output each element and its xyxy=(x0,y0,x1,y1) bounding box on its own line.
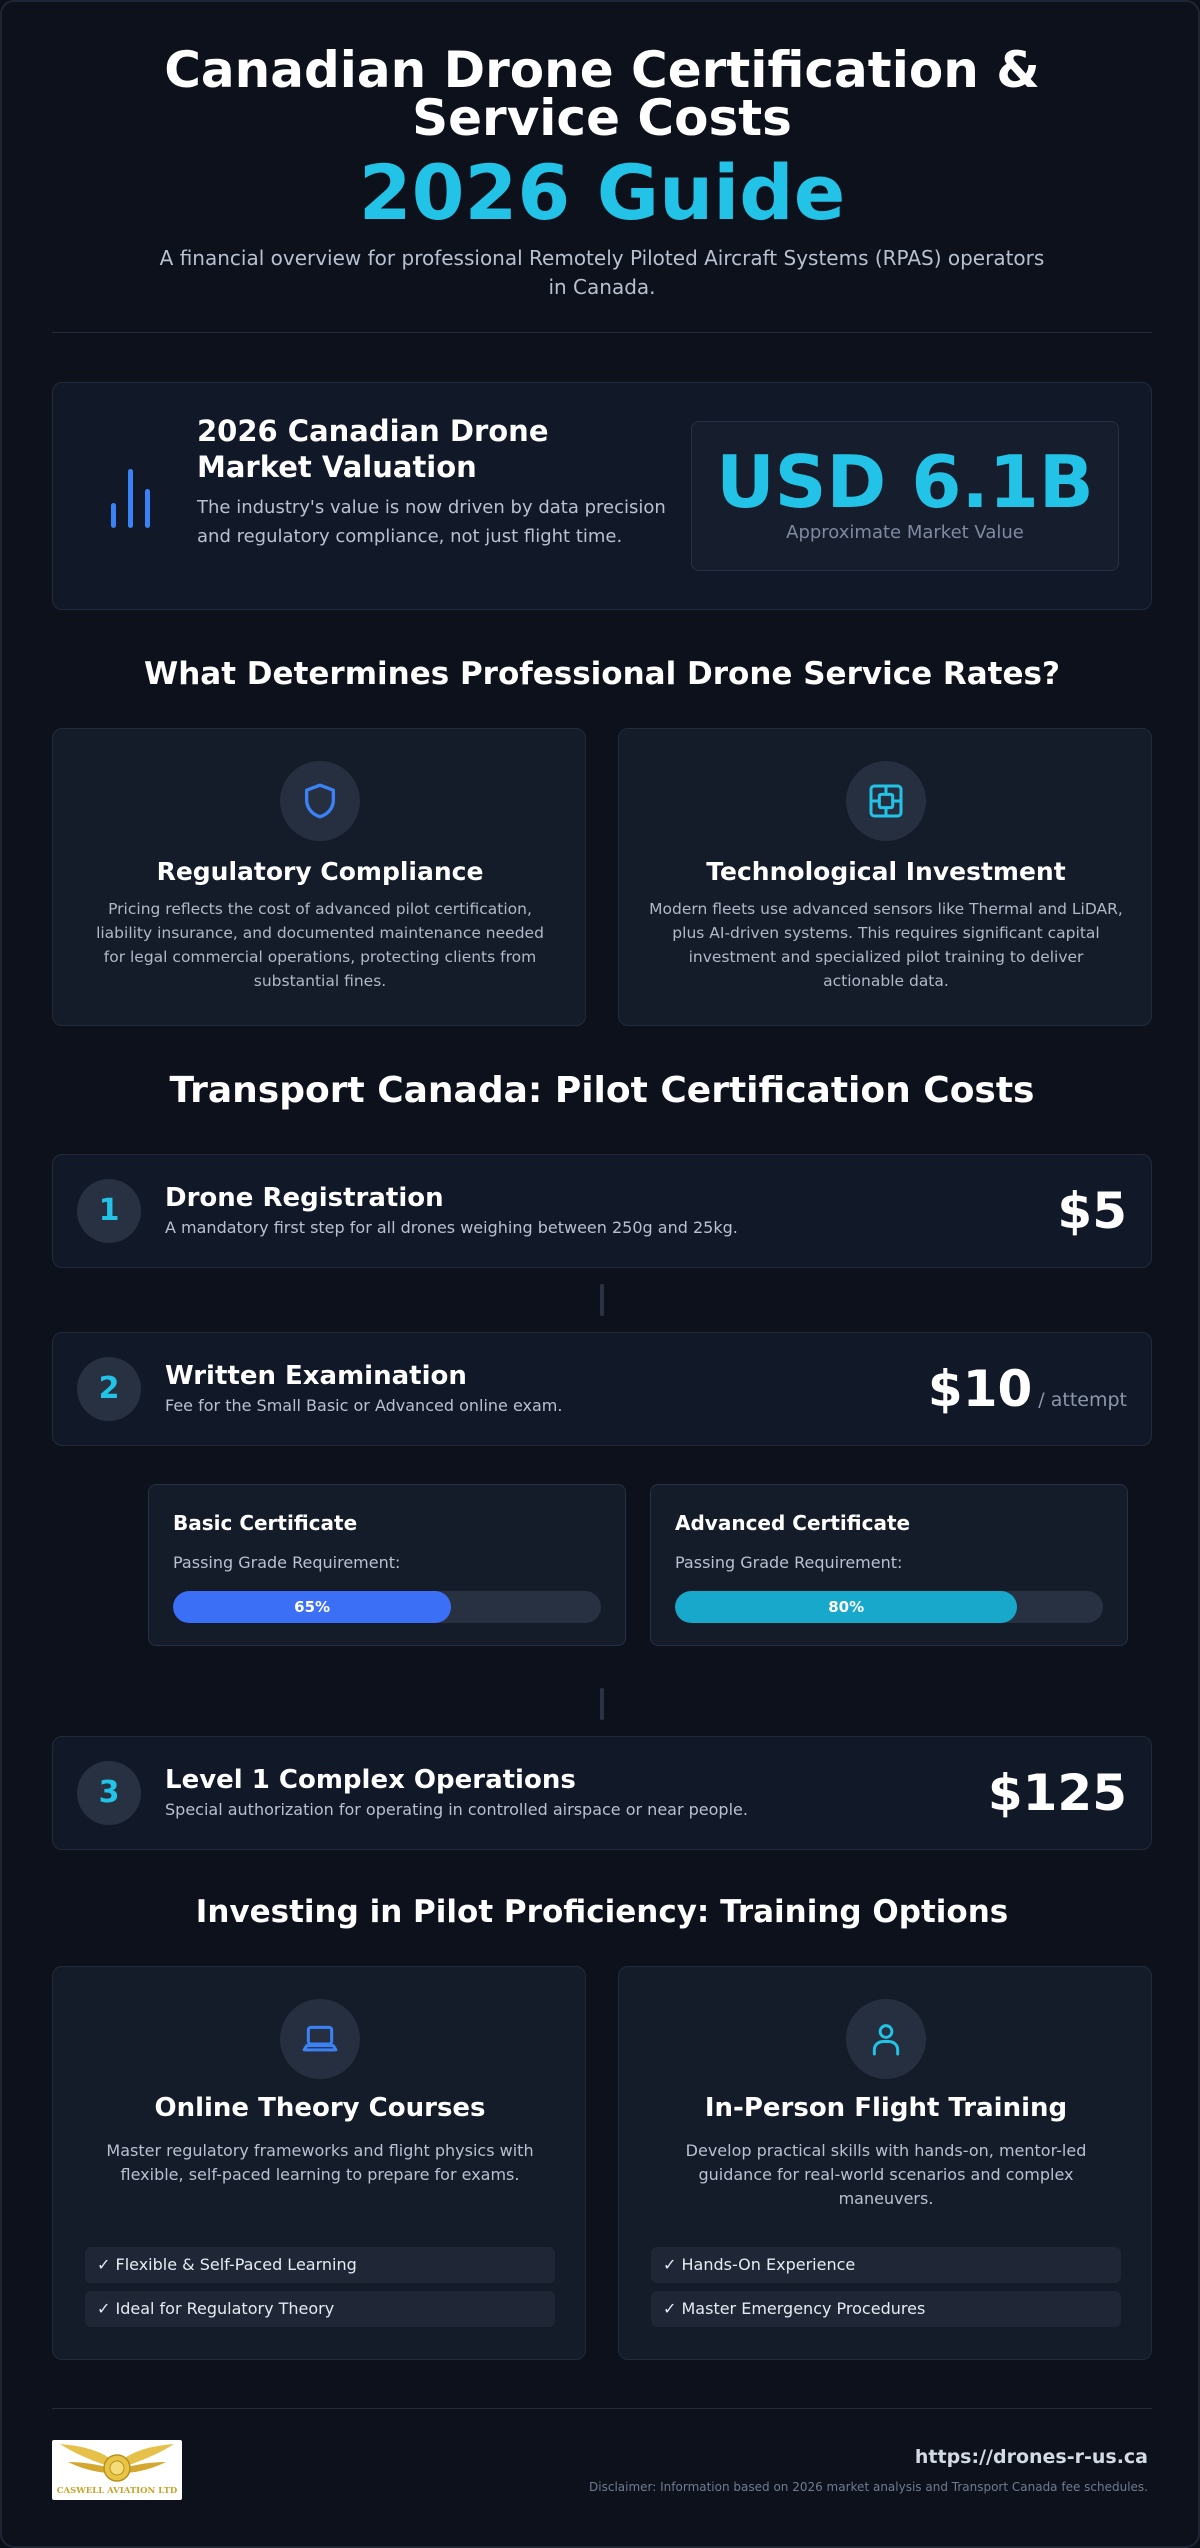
step-description: A mandatory first step for all drones weighing between 250g and 25kg. xyxy=(165,1218,738,1237)
price-unit: / attempt xyxy=(1038,1389,1127,1411)
certificate-title: Advanced Certificate xyxy=(675,1511,911,1535)
training-text: Master regulatory frameworks and flight physics with flexible, self-paced learning to prepare for exams. xyxy=(106,2141,534,2184)
feature-pill: ✓ Hands-On Experience xyxy=(651,2247,1121,2283)
cpu-chip-icon xyxy=(846,761,926,841)
footer-link[interactable]: https://drones-r-us.ca xyxy=(914,2446,1148,2468)
step-description: Special authorization for operating in controlled airspace or near people. xyxy=(165,1800,748,1819)
step-description: Fee for the Small Basic or Advanced online exam. xyxy=(165,1396,563,1415)
footer-divider xyxy=(52,2408,1152,2409)
market-value-box xyxy=(691,421,1119,571)
rates-section-title: What Determines Professional Drone Service Rates? xyxy=(144,656,1060,692)
certification-section-title: Transport Canada: Pilot Certification Costs xyxy=(169,1070,1035,1111)
advanced-certificate-card xyxy=(650,1484,1128,1646)
winged-emblem-icon xyxy=(52,2440,182,2486)
feature-pill: ✓ Ideal for Regulatory Theory xyxy=(85,2291,555,2327)
basic-certificate-card xyxy=(148,1484,626,1646)
online-theory-card xyxy=(52,1966,586,2360)
step-title: Drone Registration xyxy=(165,1183,444,1213)
laptop-icon xyxy=(280,1999,360,2079)
step-title: Level 1 Complex Operations xyxy=(165,1765,576,1795)
step-price xyxy=(1057,1181,1127,1241)
certificate-label: Passing Grade Requirement: xyxy=(675,1553,903,1572)
page-subtitle: A financial overview for professional Remotely Piloted Aircraft Systems (RPAS) operators in Canada. xyxy=(159,246,1045,299)
training-title: In-Person Flight Training xyxy=(704,2093,1068,2123)
in-person-training-card xyxy=(618,1966,1152,2360)
market-valuation-card xyxy=(52,382,1152,610)
market-title: 2026 Canadian Drone Market Valuation xyxy=(197,414,549,484)
training-title: Online Theory Courses xyxy=(154,2093,486,2123)
step-connector xyxy=(600,1284,604,1316)
market-description: The industry's value is now driven by data precision and regulatory compliance, not just flight time. xyxy=(197,497,666,547)
certificate-label: Passing Grade Requirement: xyxy=(173,1553,401,1572)
divider xyxy=(52,332,1152,333)
passing-grade-bar xyxy=(173,1591,601,1623)
training-text: Develop practical skills with hands-on, mentor-led guidance for real-world scenarios and complex maneuvers. xyxy=(685,2141,1087,2208)
step-title: Written Examination xyxy=(165,1361,467,1391)
feature-pill: ✓ Flexible & Self-Paced Learning xyxy=(85,2247,555,2283)
technological-investment-card xyxy=(618,728,1152,1026)
regulatory-compliance-card xyxy=(52,728,586,1026)
step-drone-registration xyxy=(52,1154,1152,1268)
training-section-title: Investing in Pilot Proficiency: Training Options xyxy=(195,1894,1009,1930)
certificate-title: Basic Certificate xyxy=(173,1511,358,1535)
feature-text: Modern fleets use advanced sensors like Thermal and LiDAR, plus AI-driven systems. This requires significant capital investment and specialized pilot training to deliver actionable data. xyxy=(649,900,1123,990)
step-connector xyxy=(600,1688,604,1720)
market-value: USD 6.1B xyxy=(716,440,1094,524)
page-year-title: 2026 Guide xyxy=(358,148,846,237)
step-complex-operations xyxy=(52,1736,1152,1850)
step-price xyxy=(988,1763,1127,1823)
market-value-label: Approximate Market Value xyxy=(786,522,1024,543)
feature-text: Pricing reflects the cost of advanced pilot certification, liability insurance, and documented maintenance needed for legal commercial operations, protecting clients from substantial fines. xyxy=(96,900,544,990)
feature-title: Technological Investment xyxy=(706,857,1066,886)
price-value: $10 xyxy=(927,1360,1033,1418)
passing-grade-fill: 65% xyxy=(173,1591,451,1623)
step-written-examination xyxy=(52,1332,1152,1446)
step-number: 3 xyxy=(77,1761,141,1825)
shield-icon xyxy=(280,761,360,841)
footer-disclaimer: Disclaimer: Information based on 2026 market analysis and Transport Canada fee schedules. xyxy=(589,2480,1148,2494)
feature-title: Regulatory Compliance xyxy=(156,857,484,886)
price-value: $5 xyxy=(1057,1182,1127,1240)
page-title: Canadian Drone Certification & Service Costs xyxy=(164,41,1040,147)
step-price xyxy=(928,1359,1127,1430)
company-logo xyxy=(52,2440,182,2500)
passing-grade-fill: 80% xyxy=(675,1591,1017,1623)
user-icon xyxy=(846,1999,926,2079)
logo-wordmark: CASWELL AVIATION LTD xyxy=(56,2486,178,2496)
bar-chart-icon xyxy=(101,463,161,533)
passing-grade-bar xyxy=(675,1591,1103,1623)
step-number: 2 xyxy=(77,1357,141,1421)
step-number: 1 xyxy=(77,1179,141,1243)
feature-pill: ✓ Master Emergency Procedures xyxy=(651,2291,1121,2327)
price-value: $125 xyxy=(987,1764,1127,1822)
